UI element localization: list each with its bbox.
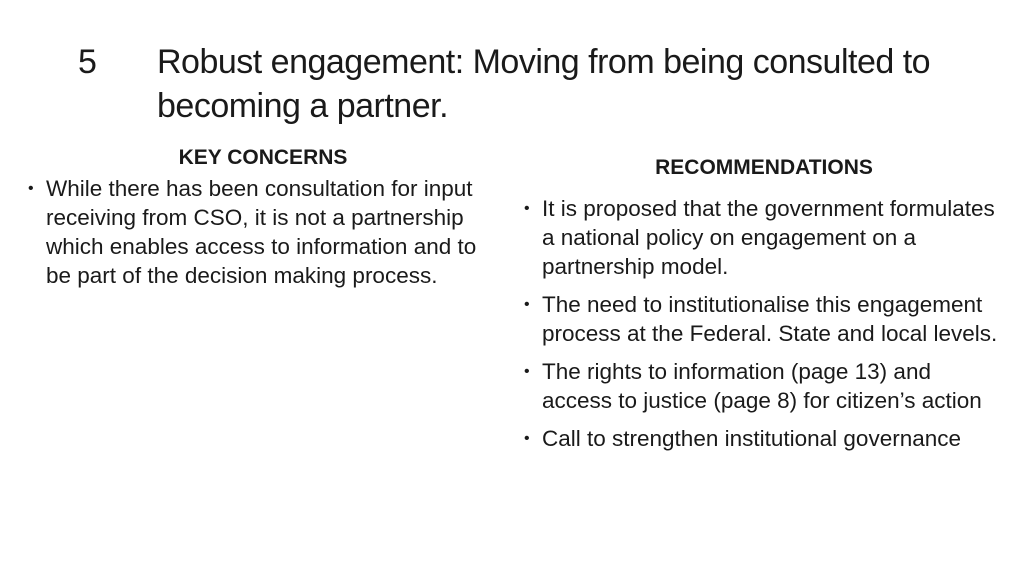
recommendations-heading: RECOMMENDATIONS (655, 156, 873, 179)
bullet-icon: • (28, 180, 34, 197)
list-item (28, 174, 506, 290)
list-item (524, 290, 1004, 348)
recommendations-column (524, 154, 1004, 462)
key-concerns-column (28, 144, 506, 290)
key-concern-text: While there has been consultation for input receiving from CSO, it is not a partnership which enables access to information and to be part of the decision making process. (46, 176, 477, 288)
recommendations-list (524, 194, 1004, 453)
key-concerns-list (28, 174, 506, 290)
slide-number: 5 (78, 43, 97, 81)
recommendation-text: The need to institutionalise this engagement process at the Federal. State and local levels. (542, 292, 998, 346)
list-item (524, 424, 1004, 453)
recommendation-text: It is proposed that the government formulates a national policy on engagement on a partnership model. (542, 196, 995, 279)
list-item (524, 357, 1004, 415)
key-concerns-heading: KEY CONCERNS (178, 146, 348, 169)
recommendation-text: The rights to information (page 13) and access to justice (page 8) for citizen’s action (542, 359, 982, 413)
bullet-icon: • (524, 296, 530, 313)
list-item (524, 194, 1004, 281)
bullet-icon: • (524, 430, 530, 447)
bullet-icon: • (524, 200, 530, 217)
recommendation-text: Call to strengthen institutional governance (542, 426, 962, 451)
bullet-icon: • (524, 363, 530, 380)
slide-title: Robust engagement: Moving from being consulted to becoming a partner. (157, 43, 931, 125)
